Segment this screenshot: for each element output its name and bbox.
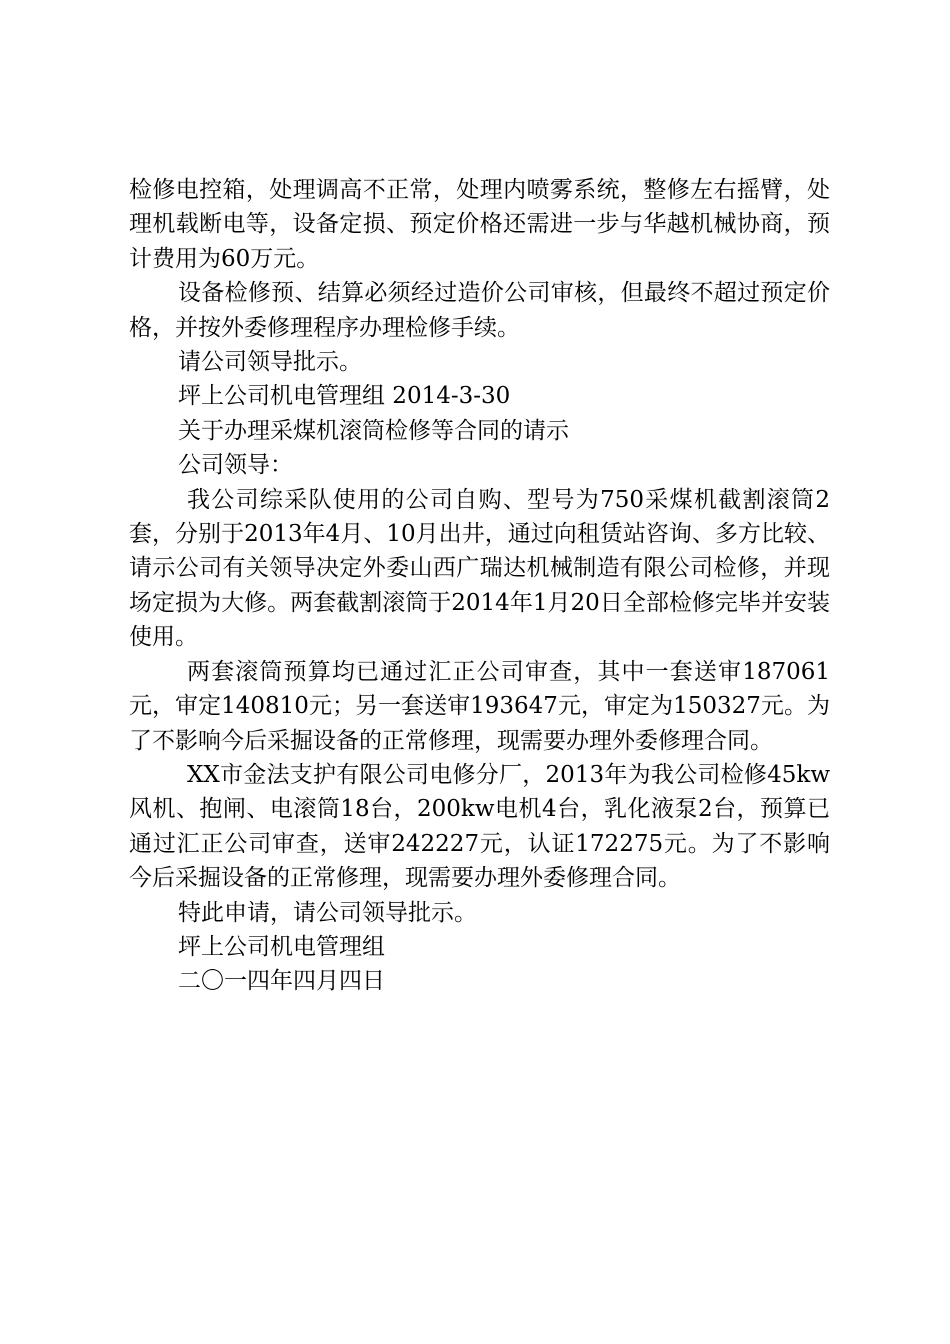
document-title: 关于办理采煤机滚筒检修等合同的请示: [178, 417, 569, 444]
paragraph-repair-items: 检修电控箱，处理调高不正常，处理内喷雾系统，整修左右摇臂，处理机载断电等，设备定损、预定价格还需进一步与华越机械协商，预计费用为60万元。: [129, 177, 830, 272]
paragraph-signature-date: 坪上公司机电管理组 2014-3-30: [178, 383, 511, 410]
signature-date: 二〇一四年四月四日: [178, 968, 385, 995]
salutation: 公司领导：: [178, 452, 293, 479]
document-body: [129, 173, 830, 999]
paragraph-drum-repair: 我公司综采队使用的公司自购、型号为750采煤机截割滚筒2套，分别于2013年4月、10月出井，通过向租赁站咨询、多方比较、请示公司有关领导决定外委山西广瑞达机械制造有限公司检修，并现场定损为大修。两套截割滚筒于2014年1月20日全部检修完毕并安装使用。: [129, 486, 830, 651]
paragraph-closing-request: 特此申请，请公司领导批示。: [178, 899, 477, 926]
paragraph-motor-repair: XX市金法支护有限公司电修分厂，2013年为我公司检修45kw风机、抱闸、电滚筒18台，200kw电机4台，乳化液泵2台，预算已通过汇正公司审查，送审242227元，认证172275元。为了不影响今后采掘设备的正常修理，现需要办理外委修理合同。: [129, 761, 830, 892]
signature-department: 坪上公司机电管理组: [178, 933, 385, 960]
paragraph-request-approval: 请公司领导批示。: [178, 349, 362, 376]
paragraph-budget-review: 设备检修预、结算必须经过造价公司审核，但最终不超过预定价格，并按外委修理程序办理检修手续。: [129, 280, 830, 341]
paragraph-drum-budget: 两套滚筒预算均已通过汇正公司审查，其中一套送审187061元，审定140810元；另一套送审193647元，审定为150327元。为了不影响今后采掘设备的正常修理，现需要办理外委修理合同。: [129, 658, 830, 754]
